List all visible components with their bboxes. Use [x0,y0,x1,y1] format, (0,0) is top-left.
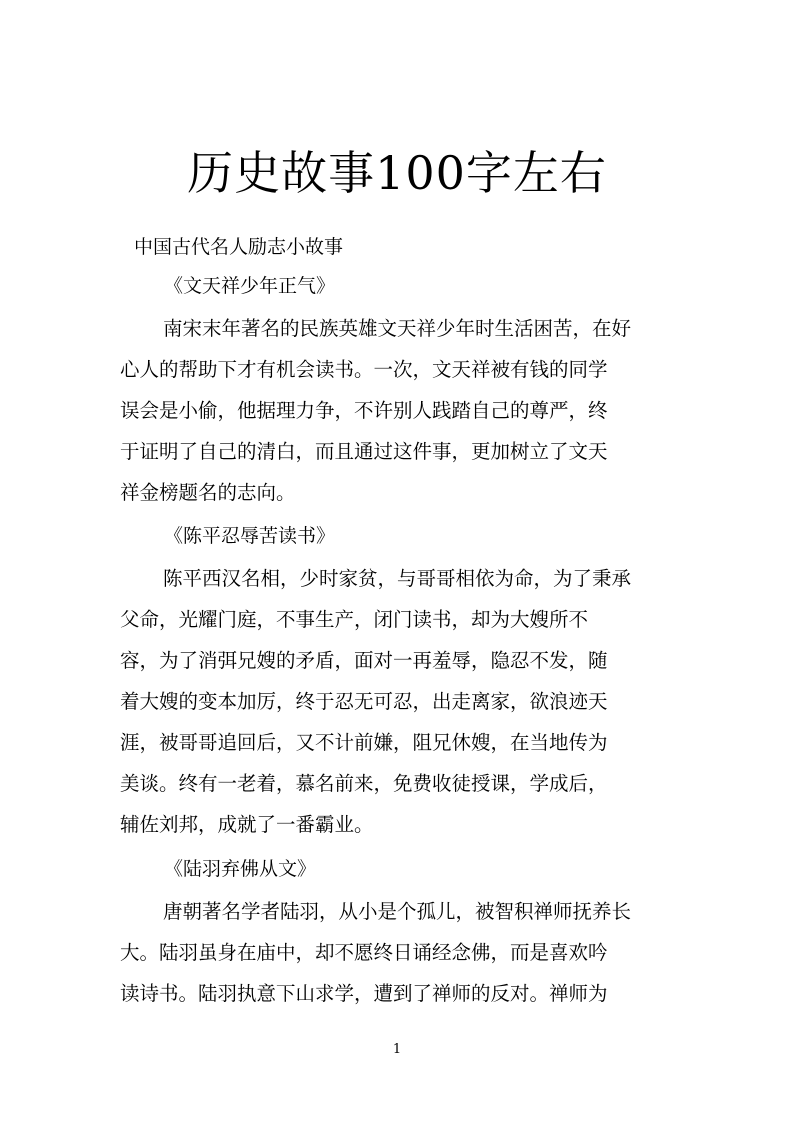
story-line: 唐朝著名学者陆羽，从小是个孤儿，被智积禅师抚养长 [163,900,632,923]
page-number: 1 [392,1042,402,1057]
story-line: 涯，被哥哥追回后，又不计前嫌，阻兄休嫂，在当地传为 [120,731,608,754]
story-line: 于证明了自己的清白，而且通过这件事，更加树立了文天 [120,440,608,463]
story-line: 误会是小偷，他据理力争，不许别人践踏自己的尊严，终 [120,399,608,422]
story-line: 祥金榜题名的志向。 [120,481,296,504]
story-heading: 《文天祥少年正气》 [164,275,336,297]
story-line: 辅佐刘邦，成就了一番霸业。 [120,813,374,836]
story-line: 心人的帮助下才有机会读书。一次，文天祥被有钱的同学 [120,358,608,381]
story-line: 陈平西汉名相，少时家贫，与哥哥相依为命，为了秉承 [163,567,632,590]
story-line: 着大嫂的变本加厉，终于忍无可忍，出走离家，欲浪迹天 [120,690,608,713]
story-line: 美谈。终有一老着，慕名前来，免费收徒授课，学成后， [120,772,608,795]
page-title: 历史故事100字左右 [187,146,607,200]
story-line: 读诗书。陆羽执意下山求学，遭到了禅师的反对。禅师为 [120,982,608,1005]
story-line: 大。陆羽虽身在庙中，却不愿终日诵经念佛，而是喜欢吟 [120,941,608,964]
subtitle: 中国古代名人励志小故事 [134,236,344,258]
story-line: 父命，光耀门庭，不事生产，闭门读书，却为大嫂所不 [120,608,589,631]
story-heading: 《陈平忍辱苦读书》 [164,525,336,547]
story-line: 南宋末年著名的民族英雄文天祥少年时生活困苦，在好 [163,317,632,340]
story-line: 容，为了消弭兄嫂的矛盾，面对一再羞辱，隐忍不发，随 [120,649,608,672]
story-heading: 《陆羽弃佛从文》 [164,858,317,880]
